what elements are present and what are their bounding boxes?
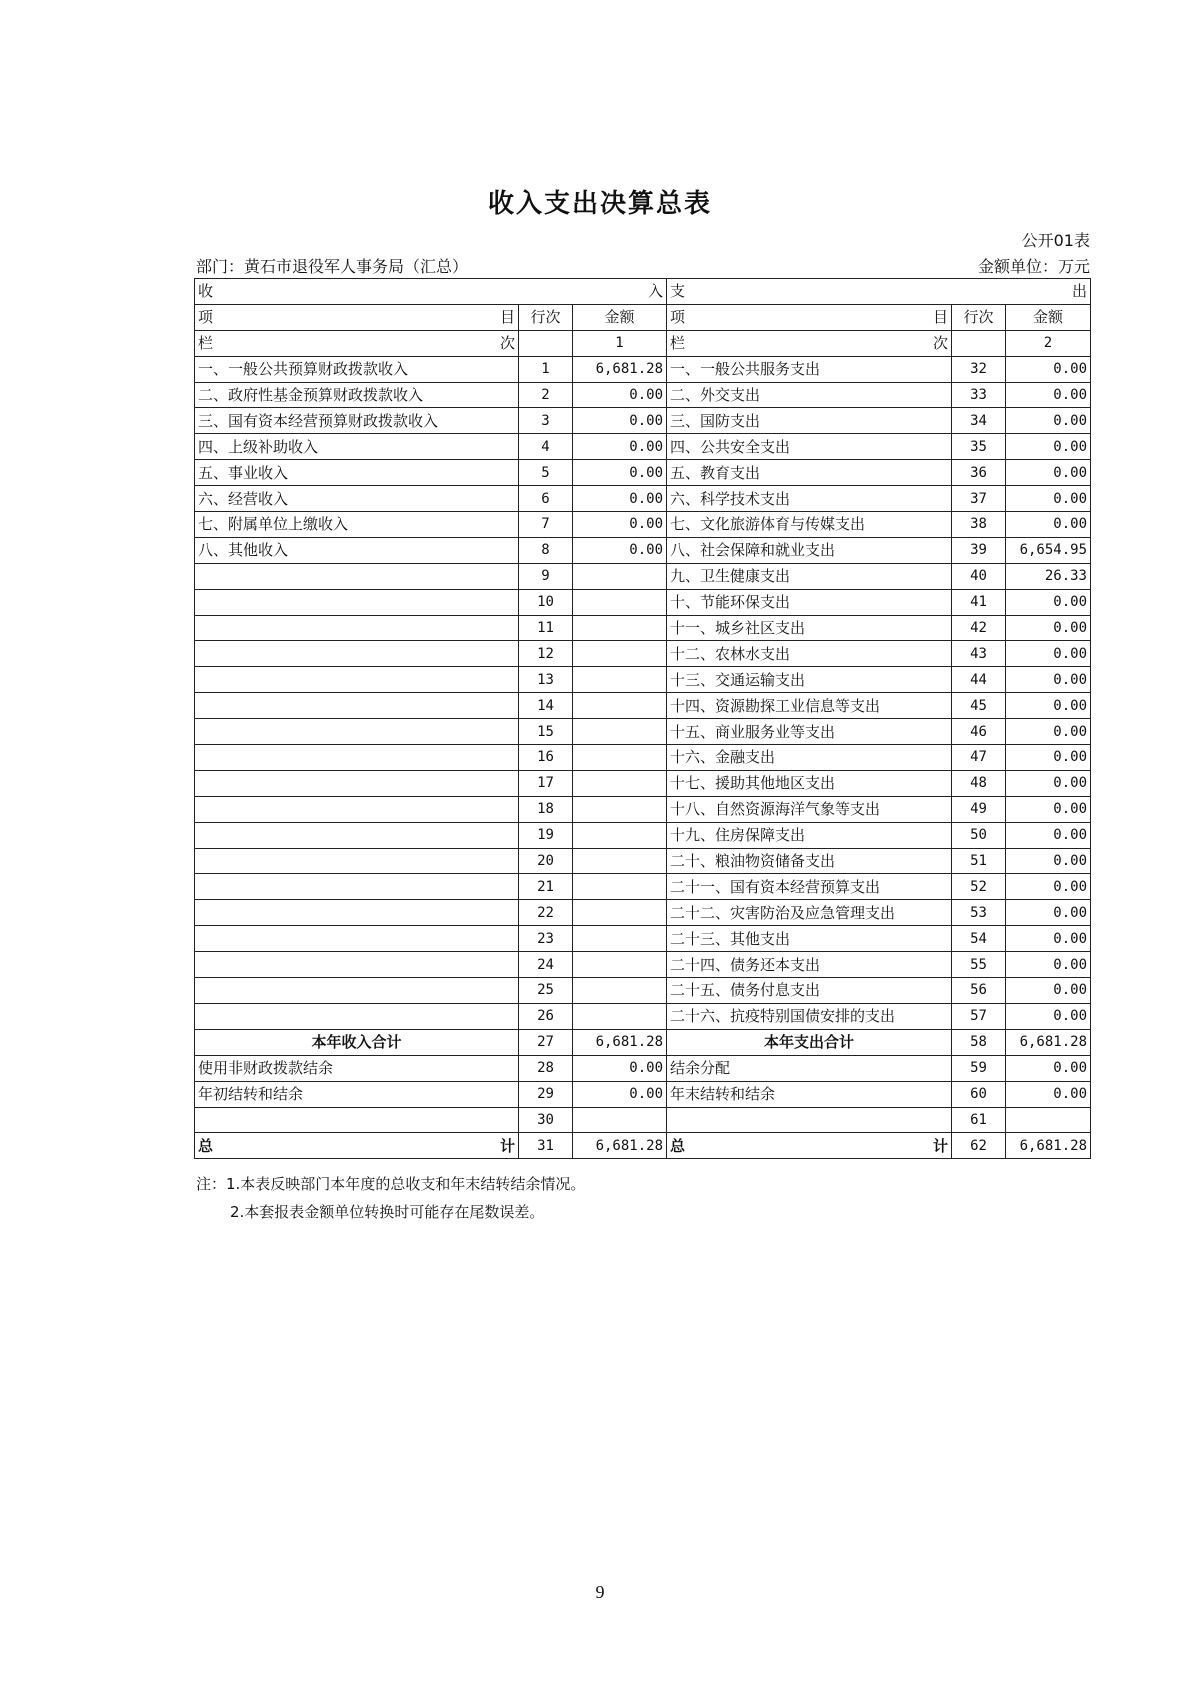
subtotal-row [195,1029,1091,1055]
income-row-number: 18 [519,796,573,822]
table-row [195,408,1091,434]
expense-amount: 0.00 [1006,512,1091,538]
expense-amount: 0.00 [1006,848,1091,874]
total-label-right: 计 [932,1136,948,1155]
income-amount [573,900,667,926]
income-row-number: 12 [519,641,573,667]
income-row-number: 11 [519,615,573,641]
expense-item: 本年支出合计 [667,1029,952,1055]
income-row-number: 19 [519,822,573,848]
income-row-number: 31 [519,1133,573,1159]
expense-row-number: 44 [952,667,1006,693]
expense-row-number: 45 [952,693,1006,719]
table-row [195,460,1091,486]
income-item: 使用非财政拨款结余 [195,1055,519,1081]
expense-amount: 0.00 [1006,615,1091,641]
expense-amount: 0.00 [1006,460,1091,486]
table-row [195,848,1091,874]
income-total-amount: 6,681.28 [573,1133,667,1159]
income-header-cell [195,279,667,305]
expense-row-number: 50 [952,822,1006,848]
item-header-left: 项 [670,308,686,327]
expense-row-number: 46 [952,719,1006,745]
table-row [195,978,1091,1004]
table-row [195,1107,1091,1133]
income-amount: 0.00 [573,434,667,460]
income-item [195,900,519,926]
total-row [195,1133,1091,1159]
income-item [195,693,519,719]
income-row-number: 1 [519,356,573,382]
income-row-number: 8 [519,537,573,563]
income-row-number: 25 [519,978,573,1004]
income-amount [573,667,667,693]
income-col-label [195,330,519,356]
table-row [195,512,1091,538]
expense-item: 二十三、其他支出 [667,926,952,952]
expense-item: 十五、商业服务业等支出 [667,719,952,745]
income-item [195,667,519,693]
expense-amount: 0.00 [1006,641,1091,667]
income-item [195,952,519,978]
expense-total-amount: 6,681.28 [1006,1133,1091,1159]
table-row [195,770,1091,796]
income-item: 四、上级补助收入 [195,434,519,460]
expense-item: 二十六、抗疫特别国债安排的支出 [667,1003,952,1029]
department-label: 部门：黄石市退役军人事务局（汇总） [196,257,469,276]
expense-item: 七、文化旅游体育与传媒支出 [667,512,952,538]
expense-item-header [667,304,952,330]
income-item: 三、国有资本经营预算财政拨款收入 [195,408,519,434]
expense-col-blank [952,330,1006,356]
income-item [195,770,519,796]
expense-amount: 0.00 [1006,486,1091,512]
expense-amount: 0.00 [1006,589,1091,615]
expense-amount: 0.00 [1006,719,1091,745]
income-amount: 0.00 [573,537,667,563]
expense-row-number: 52 [952,874,1006,900]
expense-amount: 6,681.28 [1006,1029,1091,1055]
expense-amount: 0.00 [1006,952,1091,978]
income-row-number: 24 [519,952,573,978]
expense-amount: 0.00 [1006,770,1091,796]
income-row-number: 3 [519,408,573,434]
income-amount [573,874,667,900]
footnote-1: 注：1.本表反映部门本年度的总收支和年末结转结余情况。 [196,1175,586,1193]
income-item: 五、事业收入 [195,460,519,486]
unit-label: 金额单位：万元 [977,257,1090,276]
income-row-number: 7 [519,512,573,538]
income-item: 一、一般公共预算财政拨款收入 [195,356,519,382]
expense-item: 十八、自然资源海洋气象等支出 [667,796,952,822]
expense-row-number: 43 [952,641,1006,667]
income-amount [573,693,667,719]
expense-header-right: 出 [1071,282,1087,301]
expense-row-number: 62 [952,1133,1006,1159]
expense-item: 结余分配 [667,1055,952,1081]
income-item [195,926,519,952]
table-row [195,822,1091,848]
expense-row-number: 57 [952,1003,1006,1029]
table-row [195,796,1091,822]
income-col-number: 1 [573,330,667,356]
expense-amount: 26.33 [1006,563,1091,589]
expense-amount: 0.00 [1006,978,1091,1004]
income-amount: 6,681.28 [573,356,667,382]
expense-item: 十七、援助其他地区支出 [667,770,952,796]
expense-row-number: 51 [952,848,1006,874]
income-row-number: 14 [519,693,573,719]
expense-amount: 0.00 [1006,667,1091,693]
expense-item: 二十一、国有资本经营预算支出 [667,874,952,900]
income-col-blank [519,330,573,356]
income-amount: 0.00 [573,460,667,486]
table-row [195,926,1091,952]
income-item: 七、附属单位上缴收入 [195,512,519,538]
income-row-number: 22 [519,900,573,926]
expense-row-number: 34 [952,408,1006,434]
table-row [195,356,1091,382]
income-row-number: 29 [519,1081,573,1107]
expense-item: 八、社会保障和就业支出 [667,537,952,563]
expense-amount: 0.00 [1006,1003,1091,1029]
table-row [195,537,1091,563]
income-rowno-header: 行次 [519,304,573,330]
income-item [195,589,519,615]
income-item: 八、其他收入 [195,537,519,563]
income-amount: 6,681.28 [573,1029,667,1055]
expense-amount: 6,654.95 [1006,537,1091,563]
footnotes [196,1170,585,1226]
item-header-left: 项 [198,308,214,327]
table-row [195,486,1091,512]
expense-col-label [667,330,952,356]
expense-amount: 0.00 [1006,900,1091,926]
income-amount [573,563,667,589]
expense-row-number: 48 [952,770,1006,796]
expense-row-number: 54 [952,926,1006,952]
expense-row-number: 33 [952,382,1006,408]
expense-amount: 0.00 [1006,745,1091,771]
income-row-number: 6 [519,486,573,512]
income-item [195,719,519,745]
col-label-right: 次 [499,334,515,353]
col-label-left: 栏 [198,334,214,353]
income-row-number: 4 [519,434,573,460]
expense-item: 十六、金融支出 [667,745,952,771]
income-amount: 0.00 [573,1055,667,1081]
expense-row-number: 47 [952,745,1006,771]
income-item [195,822,519,848]
expense-row-number: 53 [952,900,1006,926]
table-row [195,589,1091,615]
expense-item: 二十二、灾害防治及应急管理支出 [667,900,952,926]
expense-amount: 0.00 [1006,356,1091,382]
expense-amount: 0.00 [1006,874,1091,900]
expense-row-number: 41 [952,589,1006,615]
income-row-number: 26 [519,1003,573,1029]
expense-row-number: 40 [952,563,1006,589]
income-row-number: 28 [519,1055,573,1081]
income-row-number: 2 [519,382,573,408]
item-header-right: 目 [932,308,948,327]
income-item: 本年收入合计 [195,1029,519,1055]
income-item [195,563,519,589]
expense-row-number: 49 [952,796,1006,822]
expense-item: 三、国防支出 [667,408,952,434]
expense-row-number: 59 [952,1055,1006,1081]
expense-amount: 0.00 [1006,693,1091,719]
expense-row-number: 56 [952,978,1006,1004]
income-row-number: 16 [519,745,573,771]
expense-item: 六、科学技术支出 [667,486,952,512]
expense-row-number: 58 [952,1029,1006,1055]
expense-item: 十九、住房保障支出 [667,822,952,848]
total-label-left: 总 [670,1136,686,1155]
income-amount [573,848,667,874]
income-row-number: 17 [519,770,573,796]
income-item: 二、政府性基金预算财政拨款收入 [195,382,519,408]
expense-item: 十三、交通运输支出 [667,667,952,693]
income-row-number: 27 [519,1029,573,1055]
table-row [195,563,1091,589]
expense-item: 五、教育支出 [667,460,952,486]
expense-row-number: 36 [952,460,1006,486]
income-amount [573,796,667,822]
income-row-number: 10 [519,589,573,615]
expense-amount: 0.00 [1006,1081,1091,1107]
income-row-number: 23 [519,926,573,952]
income-header-left: 收 [198,282,214,301]
expense-amount: 0.00 [1006,434,1091,460]
table-row [195,952,1091,978]
form-number: 公开01表 [1021,231,1090,250]
expense-item: 一、一般公共服务支出 [667,356,952,382]
income-amount [573,1003,667,1029]
table-row [195,641,1091,667]
income-item: 年初结转和结余 [195,1081,519,1107]
expense-item: 九、卫生健康支出 [667,563,952,589]
income-item [195,745,519,771]
income-header-right: 入 [647,282,663,301]
income-row-number: 13 [519,667,573,693]
page-number: 9 [595,1582,605,1602]
expense-row-number: 42 [952,615,1006,641]
income-item [195,615,519,641]
table-row [195,1081,1091,1107]
income-amount: 0.00 [573,408,667,434]
income-amount: 0.00 [573,1081,667,1107]
income-amount [573,770,667,796]
income-item [195,978,519,1004]
expense-amount: 0.00 [1006,796,1091,822]
income-row-number: 5 [519,460,573,486]
page-title: 收入支出决算总表 [487,189,712,219]
income-item: 六、经营收入 [195,486,519,512]
expense-amount: 0.00 [1006,926,1091,952]
income-row-number: 9 [519,563,573,589]
table-row [195,434,1091,460]
header-row-column-index [195,330,1091,356]
table-row [195,1003,1091,1029]
expense-total-label [667,1133,952,1159]
income-amount [573,589,667,615]
income-item-header [195,304,519,330]
income-row-number: 15 [519,719,573,745]
expense-rowno-header: 行次 [952,304,1006,330]
col-label-right: 次 [932,334,948,353]
income-amount: 0.00 [573,486,667,512]
income-amount [573,641,667,667]
expense-item: 十四、资源勘探工业信息等支出 [667,693,952,719]
income-amount-header: 金额 [573,304,667,330]
expense-row-number: 60 [952,1081,1006,1107]
income-item [195,1107,519,1133]
expense-item: 十二、农林水支出 [667,641,952,667]
income-amount [573,615,667,641]
income-item [195,1003,519,1029]
expense-row-number: 37 [952,486,1006,512]
income-expense-table [194,278,1091,1159]
expense-amount: 0.00 [1006,822,1091,848]
footnote-2: 2.本套报表金额单位转换时可能存在尾数误差。 [230,1203,545,1221]
income-amount [573,822,667,848]
income-amount: 0.00 [573,512,667,538]
income-amount [573,978,667,1004]
income-item [195,848,519,874]
expense-item: 四、公共安全支出 [667,434,952,460]
expense-header-cell [667,279,1091,305]
header-row-category [195,279,1091,305]
income-amount [573,745,667,771]
income-amount: 0.00 [573,382,667,408]
table-row [195,382,1091,408]
header-row-columns [195,304,1091,330]
expense-item: 二十、粮油物资储备支出 [667,848,952,874]
income-item [195,796,519,822]
income-row-number: 30 [519,1107,573,1133]
income-amount [573,926,667,952]
expense-row-number: 61 [952,1107,1006,1133]
table-row [195,874,1091,900]
expense-item: 十、节能环保支出 [667,589,952,615]
table-row [195,1055,1091,1081]
income-row-number: 20 [519,848,573,874]
expense-item: 二十四、债务还本支出 [667,952,952,978]
expense-col-number: 2 [1006,330,1091,356]
expense-row-number: 35 [952,434,1006,460]
expense-row-number: 39 [952,537,1006,563]
income-item [195,874,519,900]
expense-row-number: 32 [952,356,1006,382]
income-amount [573,952,667,978]
income-amount [573,1107,667,1133]
expense-item [667,1107,952,1133]
table-row [195,719,1091,745]
total-label-right: 计 [499,1136,515,1155]
expense-item: 二、外交支出 [667,382,952,408]
expense-item: 年末结转和结余 [667,1081,952,1107]
table-row [195,615,1091,641]
income-amount [573,719,667,745]
income-item [195,641,519,667]
expense-amount-header: 金额 [1006,304,1091,330]
expense-item: 二十五、债务付息支出 [667,978,952,1004]
table-row [195,900,1091,926]
expense-amount: 0.00 [1006,408,1091,434]
expense-header-left: 支 [670,282,686,301]
expense-amount: 0.00 [1006,1055,1091,1081]
item-header-right: 目 [499,308,515,327]
income-row-number: 21 [519,874,573,900]
expense-row-number: 55 [952,952,1006,978]
expense-amount [1006,1107,1091,1133]
expense-row-number: 38 [952,512,1006,538]
table-row [195,693,1091,719]
expense-item: 十一、城乡社区支出 [667,615,952,641]
income-total-label [195,1133,519,1159]
expense-amount: 0.00 [1006,382,1091,408]
table-row [195,667,1091,693]
table-row [195,745,1091,771]
col-label-left: 栏 [670,334,686,353]
total-label-left: 总 [198,1136,214,1155]
